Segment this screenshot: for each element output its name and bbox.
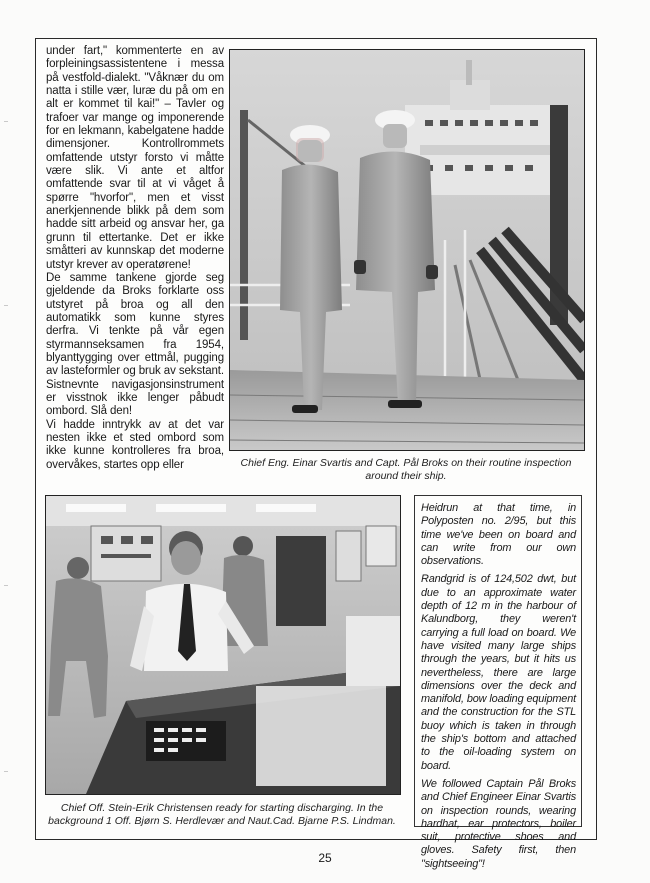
bottom-photo-caption: Chief Off. Stein-Erik Christensen ready for starting discharging. In the background 1 Off. Bjørn S. Herdlevær and Naut.Cad. Bjarne P.S. Lindman. [48,802,396,827]
left-text-column [46,45,224,472]
body-paragraph: under fart," kommenterte en av forpleiningsassistentene i messa på vestfold-dialekt. "Våknær du om natta i stille vær, luræ du på om en alt er kommet til kai!" – Tavler og trafoer var mange og imponerende for en lekmann, kabelgatene hadde dimensjoner. Kontrollrommets omfattende utstyr forsto vi måtte være slik. Vi ante et altfor omfattende svar til at vi våget å spørre "hvorfor", men et visst anerkjennende blikk på dem som hadde sitt arbeid og ansvar her, ga grunn til ettertanke. Det er ikke småtteri av kunnskap det moderne utstyr krever av operatørene! [46,45,224,271]
body-paragraph: Vi hadde inntrykk av at det var nesten ikke et sted ombord som ikke kunne kontrolleres fra broa, overvåkes, startes opp eller [46,418,224,471]
top-photo-caption: Chief Eng. Einar Svartis and Capt. Pål Broks on their routine inspection around their ship. [240,457,572,482]
english-summary-box [414,495,582,870]
deck-inspection-photo [229,49,585,451]
control-room-photo [45,495,401,795]
summary-paragraph: Randgrid is of 124,502 dwt, but due to an approximate water depth of 12 m in the harbour of Kalundborg, they weren't carrying a full load on board. We have visited many large ships through the years, but it hits us nevertheless, there are large dimensions over the deck and manifold, bow loading equipment and the construction for the STL buoy which is taken in through the ship's bottom and attached to the oil-loading system on board. [421,573,576,772]
page-number: 25 [318,851,332,865]
summary-paragraph: We followed Captain Pål Broks and Chief Engineer Einar Svartis on inspection rounds, wearing hardhat, ear protectors, boiler suit, protective shoes and gloves. Safety first, then "sightseeing"! [421,777,576,870]
body-paragraph: De samme tankene gjorde seg gjeldende da Broks forklarte oss utstyret på broa og all den automatikk som kunne styres derfra. Vi tenkte på vår egen styrmannseksamen fra 1954, blyanttygging over ettmål, pugging av lasteformler og bruk av sekstant. Sistnevnte navigasjonsinstrument er visstnok ikke lenger påbudt ombord. Slå den! [46,271,224,418]
summary-paragraph: Heidrun at that time, in Polyposten no. 2/95, but this time we've been on board and can write from our own observations. [421,502,576,568]
